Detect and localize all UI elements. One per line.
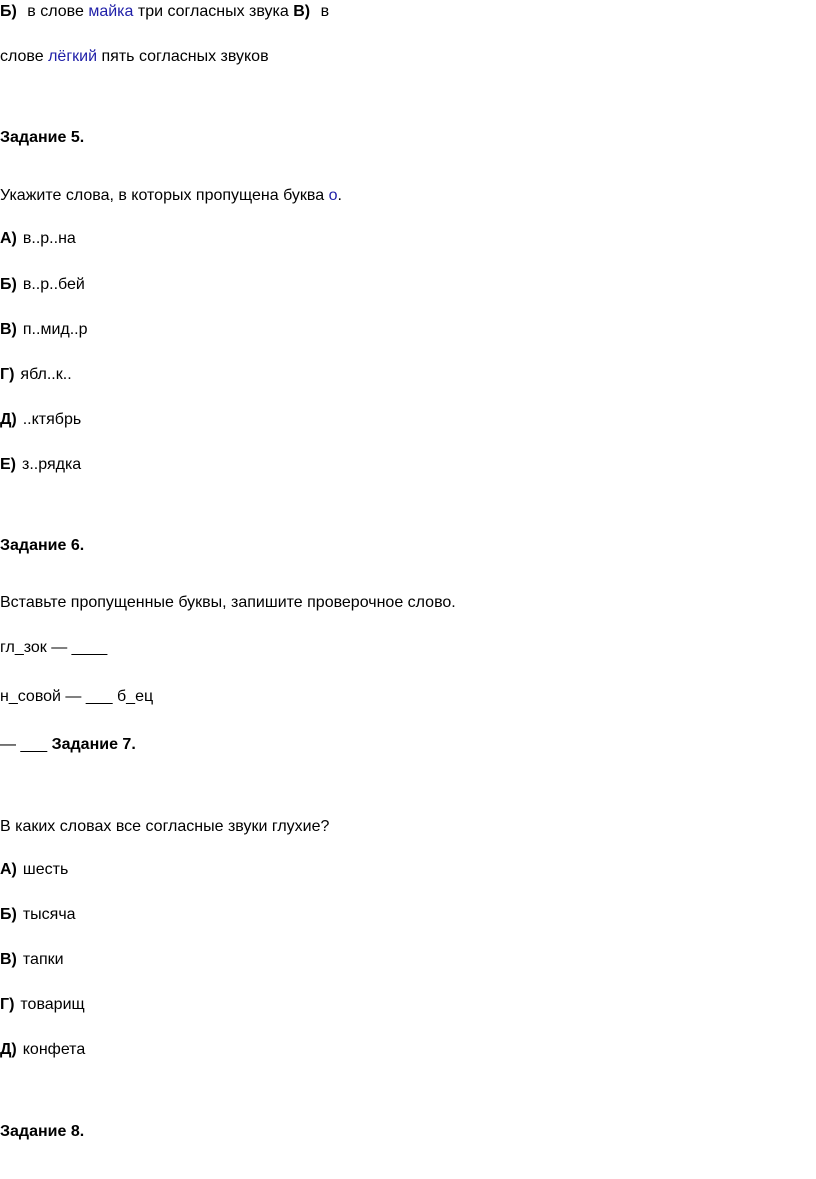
task7-option-v [0, 950, 64, 970]
task5-option-g [0, 365, 72, 385]
option-text: ябл..к.. [20, 366, 72, 383]
highlight-letter: о [328, 187, 338, 204]
option-letter: Д) [0, 1041, 17, 1058]
prompt-punct: . [337, 187, 342, 204]
highlight-word: лёгкий [48, 48, 98, 65]
task7-option-b [0, 905, 76, 925]
option-letter: Б) [0, 906, 17, 923]
option-letter: Б) [0, 3, 17, 20]
task6-heading: Задание 6. [0, 537, 85, 554]
task6-prompt: Вставьте пропущенные буквы, запишите проверочное слово. [0, 594, 456, 611]
task5-prompt [0, 186, 342, 206]
task5-option-e [0, 455, 81, 475]
option-letter: Д) [0, 411, 17, 428]
task6-line-1: гл_зок — ____ [0, 639, 108, 656]
option-letter: В) [0, 951, 17, 968]
option-letter: Е) [0, 456, 16, 473]
prompt-text: Укажите слова, в которых пропущена буква [0, 187, 325, 204]
option-text: в [320, 3, 330, 20]
option-text: з..рядка [22, 456, 82, 473]
task7-option-g [0, 995, 85, 1015]
option-letter: В) [0, 321, 17, 338]
option-text: слове [0, 48, 44, 65]
task7-option-a [0, 860, 68, 880]
option-letter: Г) [0, 366, 15, 383]
task5-option-b [0, 275, 85, 295]
intro-line-1 [0, 2, 329, 22]
task6-line-2: н_совой — ___ б_ец [0, 688, 154, 705]
option-text: товарищ [20, 996, 85, 1013]
task7-option-d [0, 1040, 85, 1060]
option-text: в..р..на [22, 230, 76, 247]
option-text: тапки [22, 951, 64, 968]
task7-heading: Задание 7. [51, 736, 136, 753]
option-text: п..мид..р [22, 321, 88, 338]
task8-heading: Задание 8. [0, 1123, 85, 1140]
option-text: в слове [27, 3, 84, 20]
task7-prompt: В каких словах все согласные звуки глухие? [0, 818, 330, 835]
option-letter: А) [0, 230, 17, 247]
intro-line-2 [0, 47, 269, 67]
option-text: шесть [22, 861, 69, 878]
option-text: пять согласных звуков [101, 48, 269, 65]
highlight-word: майка [88, 3, 134, 20]
option-letter: Б) [0, 276, 17, 293]
option-text: три согласных звука [137, 3, 289, 20]
task5-option-d [0, 410, 81, 430]
option-text: ..ктябрь [22, 411, 82, 428]
option-letter: В) [293, 3, 311, 20]
option-letter: А) [0, 861, 17, 878]
option-letter: Г) [0, 996, 15, 1013]
task5-option-v [0, 320, 88, 340]
option-text: тысяча [22, 906, 76, 923]
task5-option-a [0, 229, 76, 249]
task6-line-3-text: — ___ [0, 736, 48, 753]
option-text: конфета [22, 1041, 86, 1058]
task5-heading: Задание 5. [0, 129, 85, 146]
task6-line-3 [0, 735, 136, 755]
option-text: в..р..бей [22, 276, 85, 293]
